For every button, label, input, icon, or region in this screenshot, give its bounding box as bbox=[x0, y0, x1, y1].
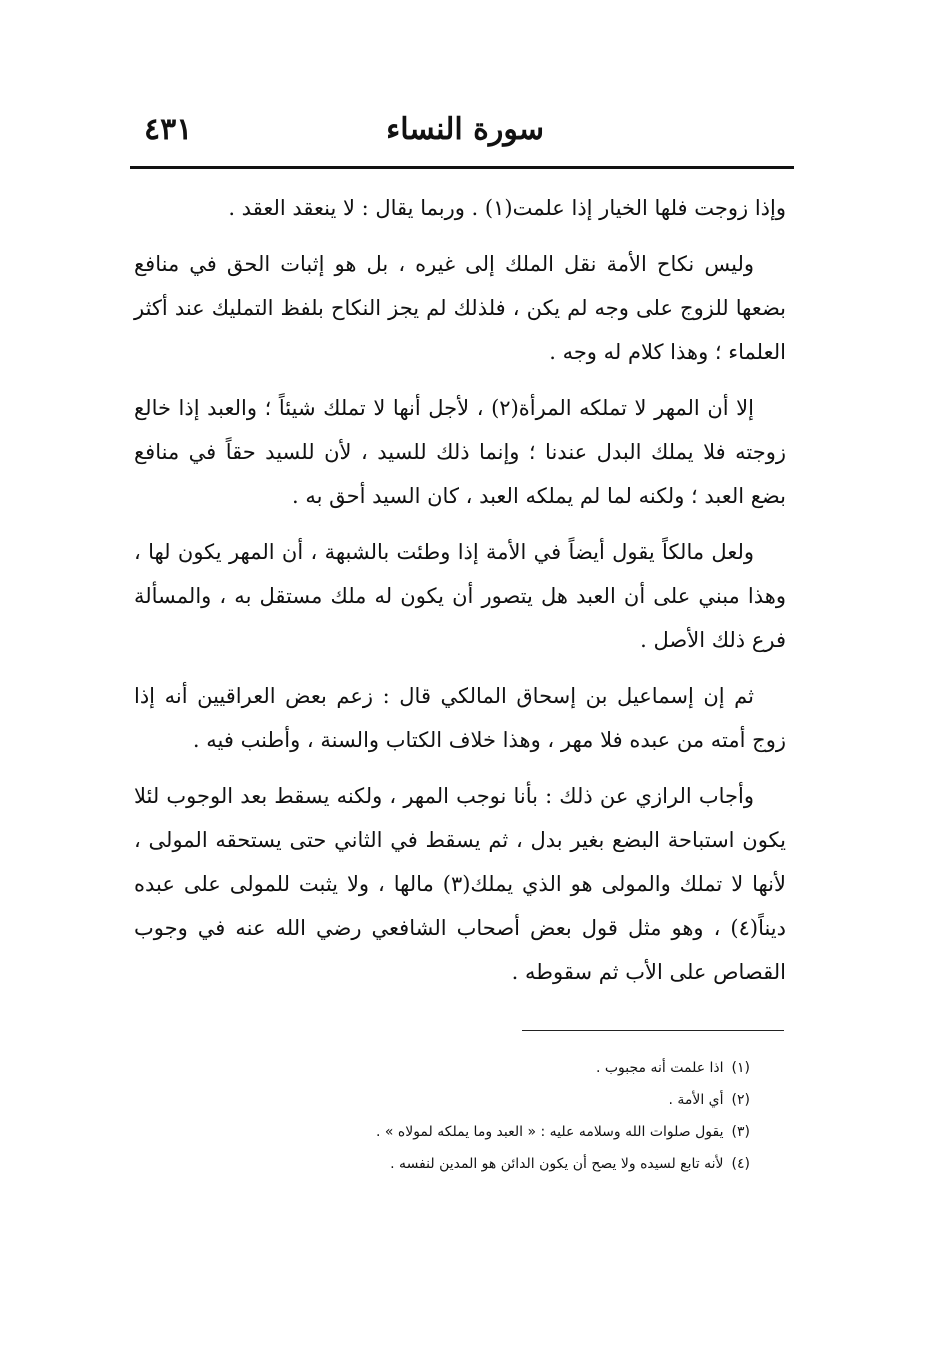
paragraph: إلا أن المهر لا تملكه المرأة(٢) ، لأجل أنها لا تملك شيئاً ؛ والعبد إذا خالع زوجته فلا يملك البدل عندنا ؛ وإنما ذلك للسيد ، لأن للسيد حقاً في منافع بضع العبد ؛ ولكنه لما لم يملكه العبد ، كان السيد أحق به . bbox=[134, 396, 786, 508]
footnote-text: أي الأمة . bbox=[668, 1092, 724, 1108]
footnote bbox=[200, 1084, 750, 1116]
footnote-number: (٢) bbox=[731, 1092, 750, 1108]
header-divider bbox=[130, 166, 794, 169]
footnotes bbox=[200, 1052, 750, 1180]
paragraph: وليس نكاح الأمة نقل الملك إلى غيره ، بل هو إثبات الحق في منافع بضعها للزوج على وجه لم يكن ، فلذلك لم يجز النكاح بلفظ التمليك عند أكثر العلماء ؛ وهذا كلام له وجه . bbox=[134, 252, 786, 364]
paragraph: وأجاب الرازي عن ذلك : بأنا نوجب المهر ، ولكنه يسقط بعد الوجوب لئلا يكون استباحة البضع بغير بدل ، ثم يسقط في الثاني حتى يستحقه المولى ، لأنها لا تملك والمولى هو الذي يملك(٣) مالها ، ولا يثبت للمولى على عبده ديناً(٤) ، وهو مثل قول بعض أصحاب الشافعي رضي الله عنه في وجوب القصاص على الأب ثم سقوطه . bbox=[134, 784, 787, 984]
footnote bbox=[200, 1116, 750, 1148]
footnote bbox=[200, 1148, 750, 1180]
chapter-title: سورة النساء bbox=[386, 112, 544, 147]
paragraph: ثم إن إسماعيل بن إسحاق المالكي قال : زعم بعض العراقيين أنه إذا زوج أمته من عبده فلا مهر ، وهذا خلاف الكتاب والسنة ، وأطنب فيه . bbox=[134, 684, 786, 752]
page-number: ٤٣١ bbox=[144, 112, 193, 147]
running-header bbox=[130, 98, 794, 158]
footnote-number: (٣) bbox=[731, 1124, 750, 1140]
footnote-text: لأنه تابع لسيده ولا يصح أن يكون الدائن هو المدين لنفسه . bbox=[390, 1156, 724, 1172]
footnote-number: (١) bbox=[731, 1060, 750, 1076]
footnote-divider bbox=[522, 1030, 784, 1031]
paragraph: وإذا زوجت فلها الخيار إذا علمت(١) . وربما يقال : لا ينعقد العقد . bbox=[228, 196, 786, 220]
footnote bbox=[200, 1052, 750, 1084]
paragraph: ولعل مالكاً يقول أيضاً في الأمة إذا وطئت بالشبهة ، أن المهر يكون لها ، وهذا مبني على أن العبد هل يتصور أن يكون له ملك مستقل به ، والمسألة فرع ذلك الأصل . bbox=[134, 540, 786, 652]
main-text bbox=[134, 186, 786, 1006]
footnote-number: (٤) bbox=[731, 1156, 750, 1172]
footnote-text: يقول صلوات الله وسلامه عليه : « العبد وما يملكه لمولاه » . bbox=[375, 1124, 724, 1140]
footnote-text: اذا علمت أنه مجبوب . bbox=[595, 1060, 724, 1076]
